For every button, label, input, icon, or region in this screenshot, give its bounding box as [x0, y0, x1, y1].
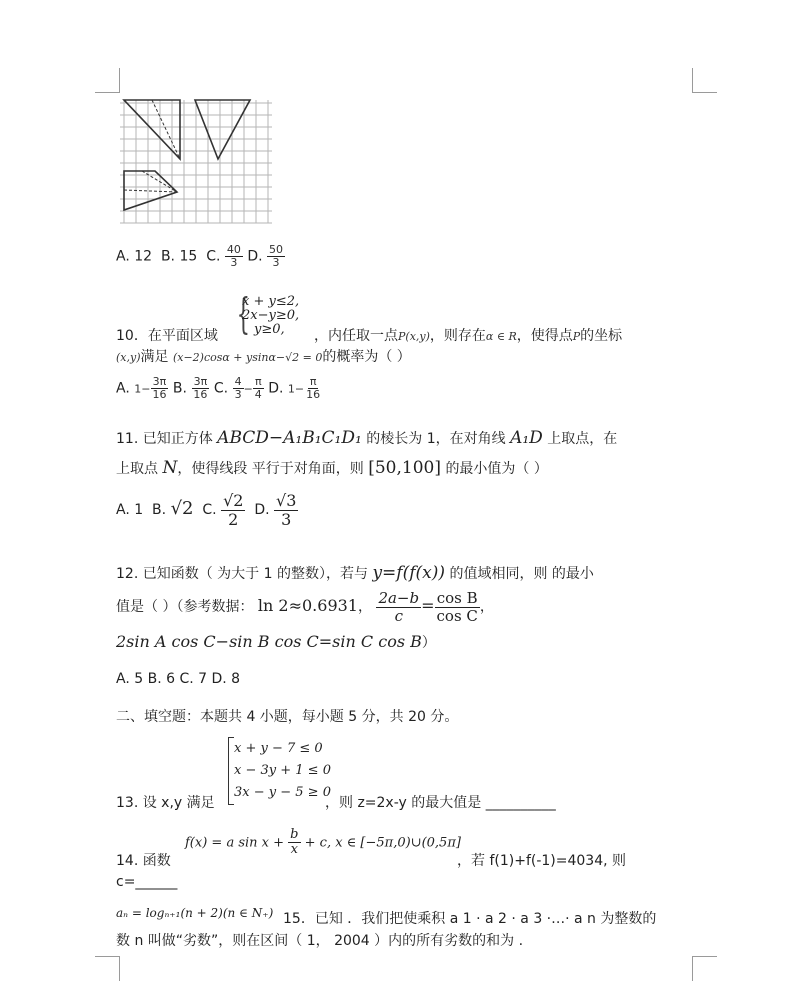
q10-prefix: 10．在平面区域: [116, 328, 218, 344]
q14-func-lhs: f(x) = a sin x +: [185, 835, 285, 851]
q13-constraint-1: x + y − 7 ≤ 0: [234, 741, 323, 756]
q10-mid3: ，使得点: [516, 328, 573, 344]
q11-option-c: C.: [202, 502, 217, 519]
q11-text-f: 的最小值为（ ）: [445, 461, 548, 477]
q10-option-c-minus: −: [243, 382, 253, 396]
q10-option-d-pre: 1−: [287, 382, 305, 396]
q10-brace: {: [236, 289, 251, 338]
q10-option-d-fraction: $\frac{\pi}{16}$: [306, 375, 321, 402]
q10-line-1: [116, 325, 218, 345]
q10-option-c: C.: [213, 380, 229, 397]
q11-line-2: [116, 458, 548, 478]
q10-options: [116, 376, 322, 401]
crop-mark-top-left: [95, 68, 120, 93]
q11-options: [116, 492, 298, 528]
q10-constraint-system: [242, 295, 299, 337]
q10-equation: (x−2)cosα + ysinα−√2 = 0: [172, 351, 323, 364]
q12-comma-2: ，: [479, 599, 494, 615]
q13-constraint-3: 3x − y − 5 ≥ 0: [234, 785, 331, 800]
q12-ln2: ln 2≈0.6931: [257, 596, 358, 615]
q12-text-c: 值是（ ）（参考数据：: [116, 599, 254, 615]
q14-func-fraction: $\frac{b}{x}$: [290, 827, 299, 858]
q10-mid5: 满足: [140, 349, 169, 365]
q11-option-c-fraction: $\frac{√2}{2}$: [223, 491, 244, 529]
q12-line-1: [116, 563, 594, 583]
q15-line-2: 数 n 叫做“劣数”，则在区间（ 1， 2004 ）内的所有劣数的和为 .: [116, 933, 524, 949]
section-2-heading: 二、填空题：本题共 4 小题，每小题 5 分，共 20 分。: [116, 709, 459, 725]
q10-mid2: ，则存在: [429, 328, 486, 344]
q12-text-b: 的值域相同，则 的最小: [449, 566, 594, 582]
q10-option-b-fraction: $\frac{3\pi}{16}$: [193, 375, 208, 402]
q10-line-1b: [314, 325, 622, 345]
q10-option-b: B.: [172, 380, 187, 397]
q13-constraint-system: [234, 738, 331, 804]
q12-line-3: [116, 632, 436, 652]
q10-constraint-2: 2x−y≥0,: [242, 308, 300, 323]
q12-text-a: 12. 已知函数（ 为大于 1 的整数），若与: [116, 566, 368, 582]
q12-func: y=f(f(x)): [372, 563, 445, 583]
q11-line-1: [116, 428, 617, 448]
q10-constraint-3: y≥0,: [254, 322, 285, 337]
q9-option-c: C.: [206, 248, 221, 265]
q10-line-2: [116, 346, 411, 366]
q12-line-2: [116, 590, 494, 624]
q10-option-c-fraction-a: $\frac{4}{3}$: [234, 375, 242, 402]
q11-cube: ABCD−A₁B₁C₁D₁: [217, 428, 362, 448]
three-view-figure: [118, 97, 278, 227]
q11-N: N: [162, 458, 178, 478]
q10-mid6: 的概率为（ ）: [322, 349, 411, 365]
q11-a1d: A₁D: [510, 428, 543, 448]
q10-option-c-fraction-b: $\frac{\pi}{4}$: [254, 375, 262, 402]
q14-suffix: ，若 f(1)+f(-1)=4034, 则: [457, 853, 627, 869]
q10-xy: (x,y): [116, 351, 141, 364]
q10-point: P(x,y): [398, 330, 430, 343]
q13-prefix: 13. 设 x,y 满足: [116, 795, 215, 811]
q11-text-a: 11. 已知正方体: [116, 431, 213, 447]
q10-constraint-1: x + y≤2,: [242, 294, 300, 309]
top-view: [124, 171, 177, 210]
q11-option-d: D.: [254, 502, 270, 519]
q11-text-d: 上取点: [116, 461, 158, 477]
q10-option-a-fraction: $\frac{3\pi}{16}$: [152, 375, 167, 402]
q9-option-b: B. 15: [160, 248, 198, 265]
q10-option-a: A.: [116, 380, 130, 397]
q14-line-2: c=______: [116, 874, 178, 890]
q11-text-b: 的棱长为 1，在对角线: [366, 431, 506, 447]
q12-fraction-2: $\frac{\text{cos B}}{\text{cos C}}$: [436, 589, 478, 625]
q10-P: P: [572, 330, 581, 343]
q10-option-d: D.: [268, 380, 284, 397]
q10-mid4: 的坐标: [580, 328, 623, 344]
q9-option-d-fraction: $\frac{50}{3}$: [269, 243, 284, 270]
q15-line-1: 15．已知 ．我们把使乘积 a 1 · a 2 · a 3 ·…· a n 为整数的: [283, 911, 657, 927]
q11-option-d-fraction: $\frac{√3}{3}$: [276, 491, 297, 529]
q9-option-c-fraction: $\frac{40}{3}$: [226, 243, 241, 270]
q12-comma: ，: [357, 599, 372, 615]
q11-option-a: A. 1: [116, 502, 144, 519]
q13-suffix: ，则 z=2x-y 的最大值是 __________: [325, 795, 556, 811]
q14-function: [185, 828, 461, 858]
q14-func-rhs: + c, x ∈ [−5π,0)∪(0,5π]: [304, 835, 461, 851]
crop-mark-bottom-right: [692, 956, 717, 981]
q11-text-e: ，使得线段 平行于对角面，则: [177, 461, 364, 477]
crop-mark-top-right: [692, 68, 717, 93]
q9-option-d: D.: [247, 248, 263, 265]
side-view: [195, 100, 250, 159]
q9-option-a: A. 12: [116, 248, 153, 265]
q10-mid1: ，内任取一点: [314, 328, 398, 344]
q15-formula: aₙ = logₙ₊₁(n + 2)(n ∈ N₊): [116, 906, 274, 920]
crop-mark-bottom-left: [95, 956, 120, 981]
q11-option-b: B.: [152, 502, 167, 519]
q9-options: [116, 244, 285, 269]
q10-option-a-pre: 1−: [134, 382, 151, 396]
q12-fraction-1: $\frac{2a-b}{c}$: [378, 589, 420, 625]
q10-cond: α ∈ R: [485, 330, 517, 343]
q11-range: [50,100]: [368, 458, 441, 478]
q12-options: A. 5 B. 6 C. 7 D. 8: [116, 671, 241, 687]
q12-identity: 2sin A cos C−sin B cos C=sin C cos B: [116, 632, 422, 651]
q12-eq: =: [421, 596, 435, 615]
q11-option-b-value: √2: [170, 498, 194, 520]
q12-close: ）: [421, 635, 436, 651]
q11-text-c: 上取点，在: [547, 431, 618, 447]
q13-constraint-2: x − 3y + 1 ≤ 0: [234, 763, 331, 778]
q14-prefix: 14. 函数: [116, 853, 171, 869]
